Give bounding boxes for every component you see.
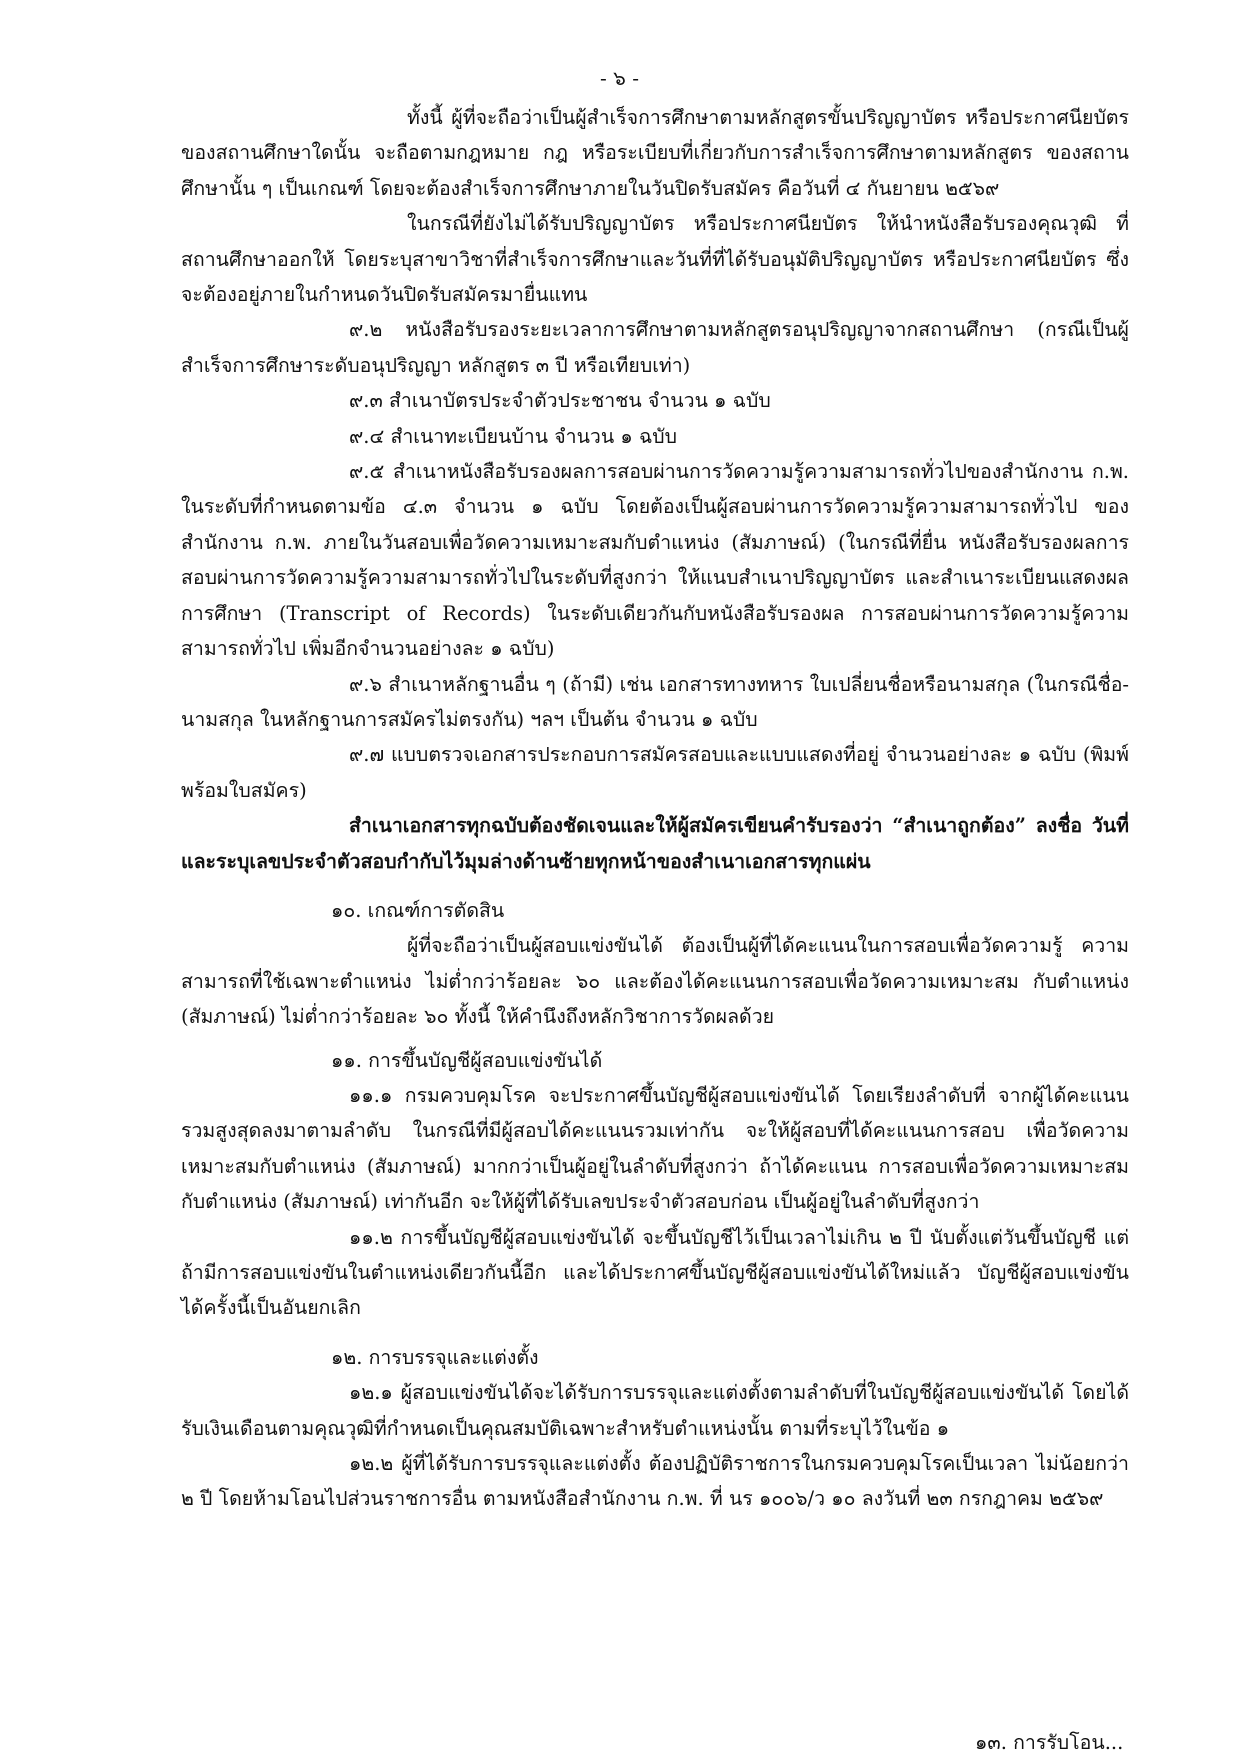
item-9-7: ๙.๗ แบบตรวจเอกสารประกอบการสมัครสอบและแบบแสดงที่อยู่ จำนวนอย่างละ ๑ ฉบับ (พิมพ์พร้อมใบสมัคร) [181, 743, 1129, 802]
paragraph-no-degree-yet: ในกรณีที่ยังไม่ได้รับปริญญาบัตร หรือประกาศนียบัตร ให้นำหนังสือรับรองคุณวุฒิ ที่สถานศึกษาออกให้ โดยระบุสาขาวิชาที่สำเร็จการศึกษาและวันที่ที่ได้รับอนุมัติปริญญาบัตร หรือประกาศนียบัตร ซึ่งจะต้องอยู่ภายในกำหนดวันปิดรับสมัครมายื่นแทน [181, 212, 1129, 307]
item-9-2: ๙.๒ หนังสือรับรองระยะเวลาการศึกษาตามหลักสูตรอนุปริญญาจากสถานศึกษา (กรณีเป็นผู้สำเร็จการศึกษาระดับอนุปริญญา หลักสูตร ๓ ปี หรือเทียบเท่า) [181, 318, 1129, 377]
section-heading-10: ๑๐. เกณฑ์การตัดสิน [331, 898, 505, 922]
item-11-1: ๑๑.๑ กรมควบคุมโรค จะประกาศขึ้นบัญชีผู้สอบแข่งขันได้ โดยเรียงลำดับที่ จากผู้ได้คะแนนรวมสูงสุดลงมาตามลำดับ ในกรณีที่มีผู้สอบได้คะแนนรวมเท่ากัน จะให้ผู้สอบที่ได้คะแนนการสอบ เพื่อวัดความเหมาะสมกับตำแหน่ง (สัมภาษณ์) มากกว่าเป็นผู้อยู่ในลำดับที่สูงกว่า ถ้าได้คะแนน การสอบเพื่อวัดความเหมาะสมกับตำแหน่ง (สัมภาษณ์) เท่ากันอีก จะให้ผู้ที่ได้รับเลขประจำตัวสอบก่อน เป็นผู้อยู่ในลำดับที่สูงกว่า [181, 1083, 1129, 1214]
item-9-3: ๙.๓ สำเนาบัตรประจำตัวประชาชน จำนวน ๑ ฉบับ [349, 389, 771, 413]
section-heading-11: ๑๑. การขึ้นบัญชีผู้สอบแข่งขันได้ [331, 1048, 603, 1072]
next-page-continuation: ๑๓. การรับโอน... [975, 1731, 1124, 1754]
paragraph-judging-criteria: ผู้ที่จะถือว่าเป็นผู้สอบแข่งขันได้ ต้องเป็นผู้ที่ได้คะแนนในการสอบเพื่อวัดความรู้ ความสามารถที่ใช้เฉพาะตำแหน่ง ไม่ต่ำกว่าร้อยละ ๖๐ และต้องได้คะแนนการสอบเพื่อวัดความเหมาะสม กับตำแหน่ง (สัมภาษณ์) ไม่ต่ำกว่าร้อยละ ๖๐ ทั้งนี้ ให้คำนึงถึงหลักวิชาการวัดผลด้วย [181, 934, 1129, 1029]
item-12-1: ๑๒.๑ ผู้สอบแข่งขันได้จะได้รับการบรรจุและแต่งตั้งตามลำดับที่ในบัญชีผู้สอบแข่งขันได้ โดยได้รับเงินเดือนตามคุณวุฒิที่กำหนดเป็นคุณสมบัติเฉพาะสำหรับตำแหน่งนั้น ตามที่ระบุไว้ในข้อ ๑ [181, 1381, 1129, 1440]
document-body [181, 100, 1129, 1517]
item-9-6: ๙.๖ สำเนาหลักฐานอื่น ๆ (ถ้ามี) เช่น เอกสารทางทหาร ใบเปลี่ยนชื่อหรือนามสกุล (ในกรณีชื่อ-นามสกุล ในหลักฐานการสมัครไม่ตรงกัน) ฯลฯ เป็นต้น จำนวน ๑ ฉบับ [181, 672, 1129, 731]
document-copy-note: สำเนาเอกสารทุกฉบับต้องชัดเจนและให้ผู้สมัครเขียนคำรับรองว่า “สำเนาถูกต้อง” ลงชื่อ วันที่ และระบุเลขประจำตัวสอบกำกับไว้มุมล่างด้านซ้ายทุกหน้าของสำเนาเอกสารทุกแผ่น [181, 814, 1129, 873]
item-11-2: ๑๑.๒ การขึ้นบัญชีผู้สอบแข่งขันได้ จะขึ้นบัญชีไว้เป็นเวลาไม่เกิน ๒ ปี นับตั้งแต่วันขึ้นบัญชี แต่ถ้ามีการสอบแข่งขันในตำแหน่งเดียวกันนี้อีก และได้ประกาศขึ้นบัญชีผู้สอบแข่งขันได้ใหม่แล้ว บัญชีผู้สอบแข่งขันได้ครั้งนี้เป็นอันยกเลิก [181, 1225, 1129, 1320]
section-heading-12: ๑๒. การบรรจุและแต่งตั้ง [331, 1345, 539, 1369]
page-number: - ๖ - [600, 66, 639, 90]
item-9-5: ๙.๕ สำเนาหนังสือรับรองผลการสอบผ่านการวัดความรู้ความสามารถทั่วไปของสำนักงาน ก.พ. ในระดับที่กำหนดตามข้อ ๔.๓ จำนวน ๑ ฉบับ โดยต้องเป็นผู้สอบผ่านการวัดความรู้ความสามารถทั่วไป ของสำนักงาน ก.พ. ภายในวันสอบเพื่อวัดความเหมาะสมกับตำแหน่ง (สัมภาษณ์) (ในกรณีที่ยื่น หนังสือรับรองผลการสอบผ่านการวัดความรู้ความสามารถทั่วไปในระดับที่สูงกว่า ให้แนบสำเนาปริญญาบัตร และสำเนาระเบียนแสดงผลการศึกษา (Transcript of Records) ในระดับเดียวกันกับหนังสือรับรองผล การสอบผ่านการวัดความรู้ความสามารถทั่วไป เพิ่มอีกจำนวนอย่างละ ๑ ฉบับ) [181, 460, 1129, 661]
paragraph-graduation-criteria: ทั้งนี้ ผู้ที่จะถือว่าเป็นผู้สำเร็จการศึกษาตามหลักสูตรขั้นปริญญาบัตร หรือประกาศนียบัตร ของสถานศึกษาใดนั้น จะถือตามกฎหมาย กฎ หรือระเบียบที่เกี่ยวกับการสำเร็จการศึกษาตามหลักสูตร ของสถานศึกษานั้น ๆ เป็นเกณฑ์ โดยจะต้องสำเร็จการศึกษาภายในวันปิดรับสมัคร คือวันที่ ๔ กันยายน ๒๕๖๙ [181, 106, 1129, 200]
item-9-4: ๙.๔ สำเนาทะเบียนบ้าน จำนวน ๑ ฉบับ [349, 424, 678, 448]
item-12-2: ๑๒.๒ ผู้ที่ได้รับการบรรจุและแต่งตั้ง ต้องปฏิบัติราชการในกรมควบคุมโรคเป็นเวลา ไม่น้อยกว่า ๒ ปี โดยห้ามโอนไปส่วนราชการอื่น ตามหนังสือสำนักงาน ก.พ. ที่ นร ๑๐๐๖/ว ๑๐ ลงวันที่ ๒๓ กรกฎาคม ๒๕๖๙ [181, 1452, 1129, 1511]
